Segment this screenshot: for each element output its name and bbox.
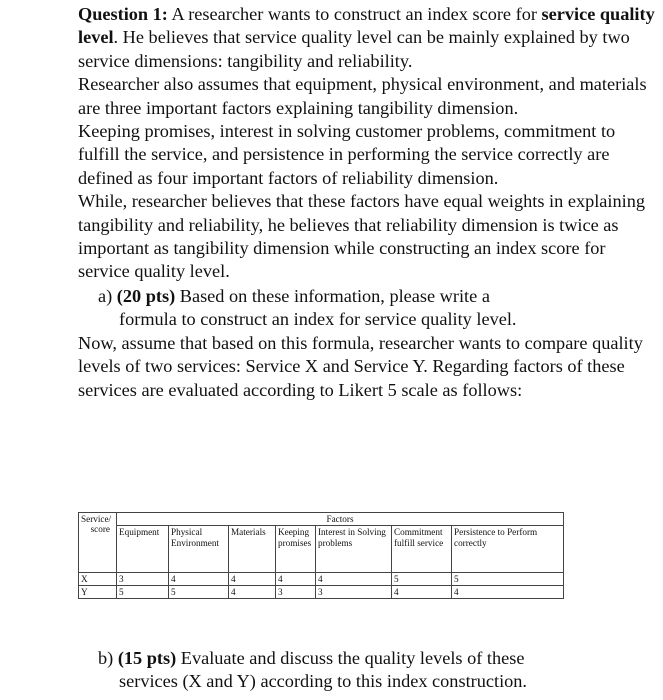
intro-emphasis: service quality level bbox=[78, 4, 655, 48]
score-cell: 4 bbox=[316, 573, 392, 586]
part-b-text-first: Evaluate and discuss the quality levels of these bbox=[176, 648, 525, 668]
table-row bbox=[79, 573, 564, 586]
column-header: Physical Environment bbox=[169, 526, 229, 573]
tangibility-paragraph: Researcher also assumes that equipment, physical environment, and materials are three important factors explaining tangibility dimension. bbox=[78, 74, 647, 118]
question-document bbox=[78, 0, 658, 402]
service-cell: X bbox=[79, 573, 117, 586]
column-header: Commitment fulfill service bbox=[392, 526, 452, 573]
score-cell: 4 bbox=[169, 573, 229, 586]
part-a bbox=[78, 285, 658, 332]
column-header: Persistence to Perform correctly bbox=[452, 526, 564, 573]
intro-text-a: A researcher wants to construct an index score for bbox=[167, 4, 542, 24]
column-header: Keeping promises bbox=[276, 526, 316, 573]
score-cell: 5 bbox=[392, 573, 452, 586]
part-b-marker: b) bbox=[98, 648, 118, 668]
score-cell: 5 bbox=[117, 586, 169, 599]
table-row bbox=[79, 586, 564, 599]
score-cell: 3 bbox=[117, 573, 169, 586]
part-a-text-first: Based on these information, please write a bbox=[175, 285, 490, 306]
intro-text-b: . He believes that service quality level can be mainly explained by two service dimensions: tangibility and reliability. bbox=[78, 27, 630, 71]
part-a-text-rest: formula to construct an index for service quality level. bbox=[119, 309, 517, 330]
column-header: Materials bbox=[229, 526, 276, 573]
part-b bbox=[78, 647, 658, 694]
part-b-points: (15 pts) bbox=[117, 648, 177, 668]
question-intro bbox=[78, 3, 658, 73]
part-a-marker: a) bbox=[98, 285, 117, 306]
reliability-paragraph: Keeping promises, interest in solving customer problems, commitment to fulfill the service, and persistence in performing the service correctly are defined as four important factors of reliability dimension. bbox=[78, 121, 616, 188]
score-cell: 4 bbox=[276, 573, 316, 586]
score-cell: 3 bbox=[316, 586, 392, 599]
weights-paragraph: While, researcher believes that these factors have equal weights in explaining tangibility and reliability, he believes that reliability dimension is twice as important as tangibility dimension while constructing an index score for service quality level. bbox=[78, 191, 645, 282]
score-cell: 4 bbox=[229, 573, 276, 586]
score-cell: 4 bbox=[452, 586, 564, 599]
part-a-points: (20 pts) bbox=[116, 285, 176, 306]
comparison-paragraph: Now, assume that based on this formula, researcher wants to compare quality levels of two services: Service X and Service Y. Regarding factors of these services are evaluated according to Likert 5 scale as follows: bbox=[78, 332, 643, 400]
score-cell: 4 bbox=[392, 586, 452, 599]
table-corner-header bbox=[79, 513, 117, 573]
service-cell: Y bbox=[79, 586, 117, 599]
score-cell: 5 bbox=[452, 573, 564, 586]
corner-line-1: Service/ bbox=[81, 514, 112, 524]
part-b-line-1 bbox=[78, 647, 658, 670]
column-header: Interest in Solving problems bbox=[316, 526, 392, 573]
score-cell: 5 bbox=[169, 586, 229, 599]
factors-header: Factors bbox=[117, 513, 564, 526]
corner-line-2: score bbox=[90, 524, 110, 535]
part-a-line-1 bbox=[78, 285, 658, 308]
factors-table bbox=[78, 512, 564, 599]
score-cell: 4 bbox=[229, 586, 276, 599]
column-header: Equipment bbox=[117, 526, 169, 573]
part-b-text-rest: services (X and Y) according to this index construction. bbox=[119, 671, 527, 692]
score-cell: 3 bbox=[276, 586, 316, 599]
question-label: Question 1: bbox=[78, 4, 168, 24]
